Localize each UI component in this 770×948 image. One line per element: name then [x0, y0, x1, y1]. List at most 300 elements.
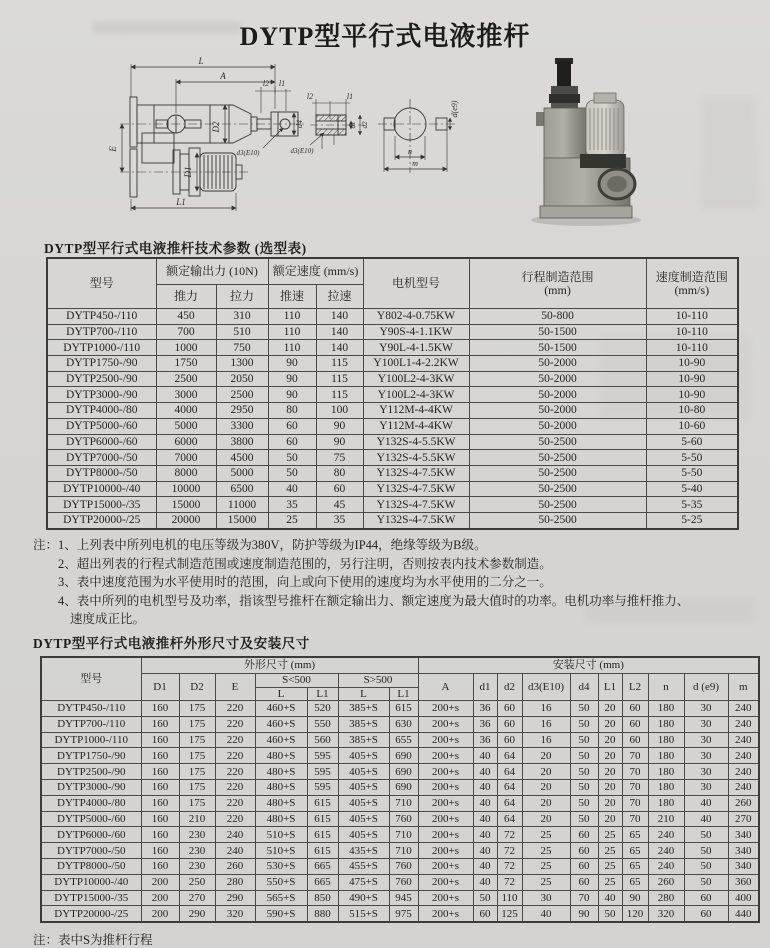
value-cell: 240	[728, 716, 759, 732]
value-cell: 70	[622, 764, 648, 780]
value-cell: 510+S	[255, 827, 307, 843]
footer-note: 注：表中S为推杆行程	[33, 933, 153, 947]
col-pull-force: 拉力	[216, 285, 268, 309]
notes-block	[33, 536, 733, 629]
value-cell: 20	[598, 795, 622, 811]
value-cell: 760	[389, 811, 418, 827]
dimension-table-header	[41, 657, 759, 701]
dim-label-l2: l2	[306, 92, 314, 101]
value-cell: 230	[179, 843, 215, 859]
value-cell: 115	[316, 356, 363, 372]
value-cell: 50-1500	[469, 324, 646, 340]
value-cell: 50-2000	[469, 418, 646, 434]
value-cell: 690	[389, 748, 418, 764]
value-cell: 140	[316, 324, 363, 340]
value-cell: 180	[648, 748, 684, 764]
value-cell: 560	[307, 732, 338, 748]
value-cell: 90	[268, 371, 316, 387]
value-cell: 50-2500	[469, 512, 646, 528]
value-cell: 50	[598, 906, 622, 922]
value-cell: 5-50	[646, 450, 738, 466]
dimension-table-heading: DYTP型平行式电液推杆外形尺寸及安装尺寸	[33, 636, 310, 651]
value-cell: 480+S	[255, 811, 307, 827]
value-cell: 230	[179, 858, 215, 874]
notes-label: 注：	[33, 538, 59, 552]
value-cell: 520	[307, 701, 338, 717]
value-cell: 340	[728, 843, 759, 859]
value-cell: 15000	[216, 512, 268, 528]
model-cell: DYTP8000-/50	[47, 465, 156, 481]
value-cell: 15000	[156, 497, 216, 513]
value-cell: 20	[598, 764, 622, 780]
value-cell: 10-110	[646, 340, 738, 356]
value-cell: 3800	[216, 434, 268, 450]
dim-label-m: m	[412, 159, 418, 168]
value-cell: 50	[684, 874, 728, 890]
value-cell: 760	[389, 858, 418, 874]
model-cell: DYTP1000-/110	[41, 732, 141, 748]
model-cell: DYTP2500-/90	[47, 371, 156, 387]
value-cell: 20	[522, 811, 570, 827]
value-cell: 64	[497, 795, 522, 811]
value-cell: 880	[307, 906, 338, 922]
value-cell: 240	[728, 701, 759, 717]
value-cell: 115	[316, 387, 363, 403]
col-n: n	[648, 674, 684, 701]
value-cell: 405+S	[338, 748, 389, 764]
value-cell: 80	[268, 403, 316, 419]
value-cell: 175	[179, 764, 215, 780]
col-group-install: 安装尺寸 (mm)	[418, 657, 759, 674]
table-row	[41, 764, 759, 780]
note-line	[33, 536, 733, 555]
dim-label-d1: d1	[349, 121, 357, 129]
value-cell: 200+s	[418, 701, 473, 717]
model-cell: DYTP450-/110	[47, 309, 156, 325]
col-L1-lt: L1	[307, 688, 338, 701]
model-cell: DYTP7000-/50	[47, 450, 156, 466]
dim-label-de9: d(e9)	[450, 100, 459, 118]
model-cell: DYTP10000-/40	[47, 481, 156, 497]
value-cell: 240	[215, 827, 255, 843]
value-cell: 455+S	[338, 858, 389, 874]
value-cell: 405+S	[338, 827, 389, 843]
value-cell: 220	[215, 748, 255, 764]
col-L1-gt: L1	[389, 688, 418, 701]
value-cell: 36	[473, 701, 497, 717]
value-cell: 400	[728, 890, 759, 906]
value-cell: 2500	[156, 371, 216, 387]
value-cell: 220	[215, 732, 255, 748]
value-cell: 50	[684, 843, 728, 859]
value-cell: 72	[497, 858, 522, 874]
col-E: E	[215, 674, 255, 701]
col-pull-speed: 拉速	[316, 285, 363, 309]
dim-label-L: L	[198, 56, 204, 66]
value-cell: 50	[570, 795, 598, 811]
value-cell: 64	[497, 764, 522, 780]
value-cell: 125	[497, 906, 522, 922]
value-cell: 25	[522, 874, 570, 890]
value-cell: Y132S-4-7.5KW	[363, 481, 469, 497]
value-cell: 160	[141, 716, 179, 732]
table-row	[47, 512, 738, 528]
value-cell: 90	[268, 387, 316, 403]
note-text: 1、上列表中所列电机的电压等级为380V，防护等级为IP44，绝缘等级为B级。	[58, 538, 487, 552]
value-cell: 290	[215, 890, 255, 906]
model-cell: DYTP700-/110	[41, 716, 141, 732]
value-cell: 220	[215, 716, 255, 732]
value-cell: 10000	[156, 481, 216, 497]
value-cell: 480+S	[255, 795, 307, 811]
value-cell: 50-2500	[469, 450, 646, 466]
value-cell: 50	[570, 748, 598, 764]
col-m: m	[728, 674, 759, 701]
value-cell: 200	[141, 890, 179, 906]
value-cell: 10-110	[646, 324, 738, 340]
dim-label-n: n	[408, 147, 412, 156]
value-cell: 90	[622, 890, 648, 906]
value-cell: 200+s	[418, 764, 473, 780]
value-cell: 40	[473, 795, 497, 811]
value-cell: 510+S	[255, 843, 307, 859]
value-cell: 100	[316, 403, 363, 419]
value-cell: 6500	[216, 481, 268, 497]
value-cell: 90	[268, 356, 316, 372]
value-cell: 50	[268, 465, 316, 481]
table-row	[47, 465, 738, 481]
model-cell: DYTP6000-/60	[47, 434, 156, 450]
col-push-speed: 推速	[268, 285, 316, 309]
model-cell: DYTP15000-/35	[47, 497, 156, 513]
value-cell: 64	[497, 748, 522, 764]
value-cell: Y132S-4-7.5KW	[363, 465, 469, 481]
value-cell: 510	[216, 324, 268, 340]
value-cell: 160	[141, 843, 179, 859]
value-cell: 280	[648, 890, 684, 906]
value-cell: 50-2500	[469, 481, 646, 497]
value-cell: Y112M-4-4KW	[363, 403, 469, 419]
dim-label-d3e10: d3(E10)	[236, 149, 260, 157]
value-cell: 40	[684, 811, 728, 827]
value-cell: 220	[215, 811, 255, 827]
value-cell: 10-80	[646, 403, 738, 419]
value-cell: 750	[216, 340, 268, 356]
value-cell: 20	[522, 795, 570, 811]
col-L-lt: L	[255, 688, 307, 701]
col-group-rated-speed: 额定速度 (mm/s)	[268, 258, 363, 285]
value-cell: 5-50	[646, 465, 738, 481]
value-cell: 200+s	[418, 795, 473, 811]
value-cell: 200	[141, 874, 179, 890]
value-cell: 160	[141, 701, 179, 717]
value-cell: 40	[598, 890, 622, 906]
value-cell: 2950	[216, 403, 268, 419]
value-cell: 595	[307, 779, 338, 795]
value-cell: 20	[598, 716, 622, 732]
value-cell: 10-60	[646, 418, 738, 434]
dim-label-D2: D2	[211, 121, 221, 133]
model-cell: DYTP20000-/25	[41, 906, 141, 922]
value-cell: 160	[141, 764, 179, 780]
value-cell: 615	[307, 811, 338, 827]
value-cell: 5-35	[646, 497, 738, 513]
value-cell: 595	[307, 748, 338, 764]
note-line: 2、超出列表的行程式制造范围或速度制造范围的，另行注明，否则按表内技术参数制造。	[58, 556, 552, 571]
value-cell: 340	[728, 858, 759, 874]
dim-label-l1: l1	[346, 92, 354, 101]
value-cell: 290	[179, 906, 215, 922]
value-cell: 385+S	[338, 716, 389, 732]
value-cell: 6000	[156, 434, 216, 450]
value-cell: 405+S	[338, 779, 389, 795]
spec-table	[46, 257, 739, 530]
table-row	[47, 387, 738, 403]
value-cell: 50-2000	[469, 403, 646, 419]
value-cell: 615	[389, 701, 418, 717]
value-cell: 220	[215, 779, 255, 795]
value-cell: 115	[316, 371, 363, 387]
value-cell: 760	[389, 874, 418, 890]
value-cell: 40	[473, 843, 497, 859]
table-row	[41, 748, 759, 764]
value-cell: Y100L1-4-2.2KW	[363, 356, 469, 372]
value-cell: 175	[179, 716, 215, 732]
table-row	[41, 906, 759, 922]
value-cell: 50-2500	[469, 434, 646, 450]
value-cell: 60	[570, 827, 598, 843]
col-d3: d3(E10)	[522, 674, 570, 701]
table-row	[41, 779, 759, 795]
value-cell: 50-2000	[469, 387, 646, 403]
value-cell: 160	[141, 858, 179, 874]
value-cell: 3300	[216, 418, 268, 434]
value-cell: 250	[179, 874, 215, 890]
value-cell: 175	[179, 748, 215, 764]
dim-label-d4: d4	[295, 120, 304, 128]
value-cell: Y132S-4-7.5KW	[363, 497, 469, 513]
value-cell: 50	[570, 811, 598, 827]
table-row	[47, 403, 738, 419]
value-cell: 60	[497, 716, 522, 732]
value-cell: 480+S	[255, 764, 307, 780]
dim-label-d2: d2	[361, 121, 369, 129]
value-cell: 200+s	[418, 811, 473, 827]
value-cell: 30	[684, 701, 728, 717]
value-cell: 490+S	[338, 890, 389, 906]
value-cell: 40	[684, 795, 728, 811]
value-cell: 450	[156, 309, 216, 325]
table-row	[47, 481, 738, 497]
value-cell: 50	[570, 732, 598, 748]
value-cell: 180	[648, 795, 684, 811]
value-cell: 700	[156, 324, 216, 340]
value-cell: Y132S-4-5.5KW	[363, 450, 469, 466]
value-cell: 230	[179, 827, 215, 843]
value-cell: 550+S	[255, 874, 307, 890]
value-cell: 435+S	[338, 843, 389, 859]
value-cell: 50	[473, 890, 497, 906]
value-cell: 240	[728, 748, 759, 764]
value-cell: 72	[497, 843, 522, 859]
value-cell: 60	[622, 732, 648, 748]
value-cell: 460+S	[255, 716, 307, 732]
value-cell: 5-25	[646, 512, 738, 528]
value-cell: 40	[473, 874, 497, 890]
model-cell: DYTP1750-/90	[47, 356, 156, 372]
col-model: 型号	[41, 657, 141, 701]
value-cell: Y100L2-4-3KW	[363, 371, 469, 387]
model-cell: DYTP450-/110	[41, 701, 141, 717]
value-cell: 60	[570, 874, 598, 890]
value-cell: 210	[179, 811, 215, 827]
value-cell: 180	[648, 764, 684, 780]
value-cell: 60	[497, 732, 522, 748]
value-cell: 35	[268, 497, 316, 513]
value-cell: 385+S	[338, 701, 389, 717]
value-cell: 25	[522, 858, 570, 874]
value-cell: 200+s	[418, 890, 473, 906]
value-cell: 11000	[216, 497, 268, 513]
value-cell: 50-2500	[469, 465, 646, 481]
value-cell: 50-800	[469, 309, 646, 325]
value-cell: 5-40	[646, 481, 738, 497]
value-cell: 60	[316, 481, 363, 497]
value-cell: 590+S	[255, 906, 307, 922]
value-cell: 70	[622, 748, 648, 764]
table-row	[47, 434, 738, 450]
value-cell: Y90S-4-1.1KW	[363, 324, 469, 340]
value-cell: 110	[268, 340, 316, 356]
value-cell: 20	[598, 701, 622, 717]
value-cell: 60	[684, 890, 728, 906]
value-cell: 25	[598, 843, 622, 859]
dim-label-A: A	[220, 71, 226, 81]
value-cell: 16	[522, 701, 570, 717]
value-cell: 175	[179, 701, 215, 717]
col-L2: L2	[622, 674, 648, 701]
value-cell: 72	[497, 874, 522, 890]
value-cell: 220	[215, 795, 255, 811]
col-push-force: 推力	[156, 285, 216, 309]
value-cell: 220	[215, 764, 255, 780]
value-cell: 36	[473, 732, 497, 748]
model-cell: DYTP6000-/60	[41, 827, 141, 843]
value-cell: 60	[473, 906, 497, 922]
dim-label-L1: L1	[176, 197, 186, 207]
value-cell: 50	[570, 764, 598, 780]
value-cell: 200+s	[418, 858, 473, 874]
value-cell: 405+S	[338, 811, 389, 827]
value-cell: 320	[215, 906, 255, 922]
table-row	[47, 356, 738, 372]
value-cell: 160	[141, 795, 179, 811]
page-title: DYTP型平行式电液推杆	[239, 22, 531, 51]
value-cell: 270	[728, 811, 759, 827]
value-cell: 595	[307, 764, 338, 780]
value-cell: 90	[570, 906, 598, 922]
note-line: 4、表中所列的电机型号及功率，指该型号推杆在额定输出力、额定速度为最大值时的功率。电机功率与推杆推力、	[58, 593, 690, 608]
value-cell: 64	[497, 779, 522, 795]
model-cell: DYTP7000-/50	[41, 843, 141, 859]
value-cell: 30	[684, 716, 728, 732]
value-cell: 200+s	[418, 874, 473, 890]
value-cell: 110	[268, 309, 316, 325]
value-cell: 50-2000	[469, 371, 646, 387]
value-cell: 40	[473, 779, 497, 795]
value-cell: 110	[268, 324, 316, 340]
table-row	[41, 843, 759, 859]
value-cell: 945	[389, 890, 418, 906]
value-cell: Y802-4-0.75KW	[363, 309, 469, 325]
model-cell: DYTP5000-/60	[47, 418, 156, 434]
value-cell: 30	[522, 890, 570, 906]
value-cell: 20000	[156, 512, 216, 528]
col-D1: D1	[141, 674, 179, 701]
dimension-table-body	[41, 701, 759, 923]
value-cell: 1000	[156, 340, 216, 356]
value-cell: 710	[389, 827, 418, 843]
table-row	[47, 324, 738, 340]
value-cell: 405+S	[338, 795, 389, 811]
value-cell: 5000	[216, 465, 268, 481]
value-cell: 40	[268, 481, 316, 497]
value-cell: 45	[316, 497, 363, 513]
model-cell: DYTP4000-/80	[47, 403, 156, 419]
value-cell: 50-2000	[469, 356, 646, 372]
actuator-photo-shapes	[531, 58, 641, 226]
value-cell: 240	[215, 843, 255, 859]
value-cell: 175	[179, 732, 215, 748]
value-cell: 340	[728, 827, 759, 843]
spec-table-body	[47, 309, 738, 529]
value-cell: 175	[179, 795, 215, 811]
table-row	[41, 795, 759, 811]
value-cell: 515+S	[338, 906, 389, 922]
value-cell: 7000	[156, 450, 216, 466]
model-cell: DYTP5000-/60	[41, 811, 141, 827]
value-cell: 16	[522, 732, 570, 748]
value-cell: 690	[389, 764, 418, 780]
value-cell: 72	[497, 827, 522, 843]
value-cell: 240	[728, 779, 759, 795]
value-cell: 480+S	[255, 779, 307, 795]
model-cell: DYTP700-/110	[47, 324, 156, 340]
value-cell: 30	[684, 779, 728, 795]
dim-label-E: E	[108, 146, 118, 152]
col-D2: D2	[179, 674, 215, 701]
value-cell: 60	[622, 701, 648, 717]
value-cell: 270	[179, 890, 215, 906]
value-cell: 75	[316, 450, 363, 466]
dim-label-l1: l1	[278, 79, 286, 88]
value-cell: 160	[141, 748, 179, 764]
value-cell: 530+S	[255, 858, 307, 874]
value-cell: 180	[648, 779, 684, 795]
value-cell: 615	[307, 827, 338, 843]
value-cell: 615	[307, 843, 338, 859]
model-cell: DYTP3000-/90	[47, 387, 156, 403]
value-cell: 200+s	[418, 843, 473, 859]
value-cell: 70	[622, 811, 648, 827]
table-row	[47, 497, 738, 513]
value-cell: 60	[684, 906, 728, 922]
value-cell: 65	[622, 827, 648, 843]
table-row	[47, 371, 738, 387]
value-cell: 40	[473, 764, 497, 780]
table-row	[47, 309, 738, 325]
col-L1: L1	[598, 674, 622, 701]
